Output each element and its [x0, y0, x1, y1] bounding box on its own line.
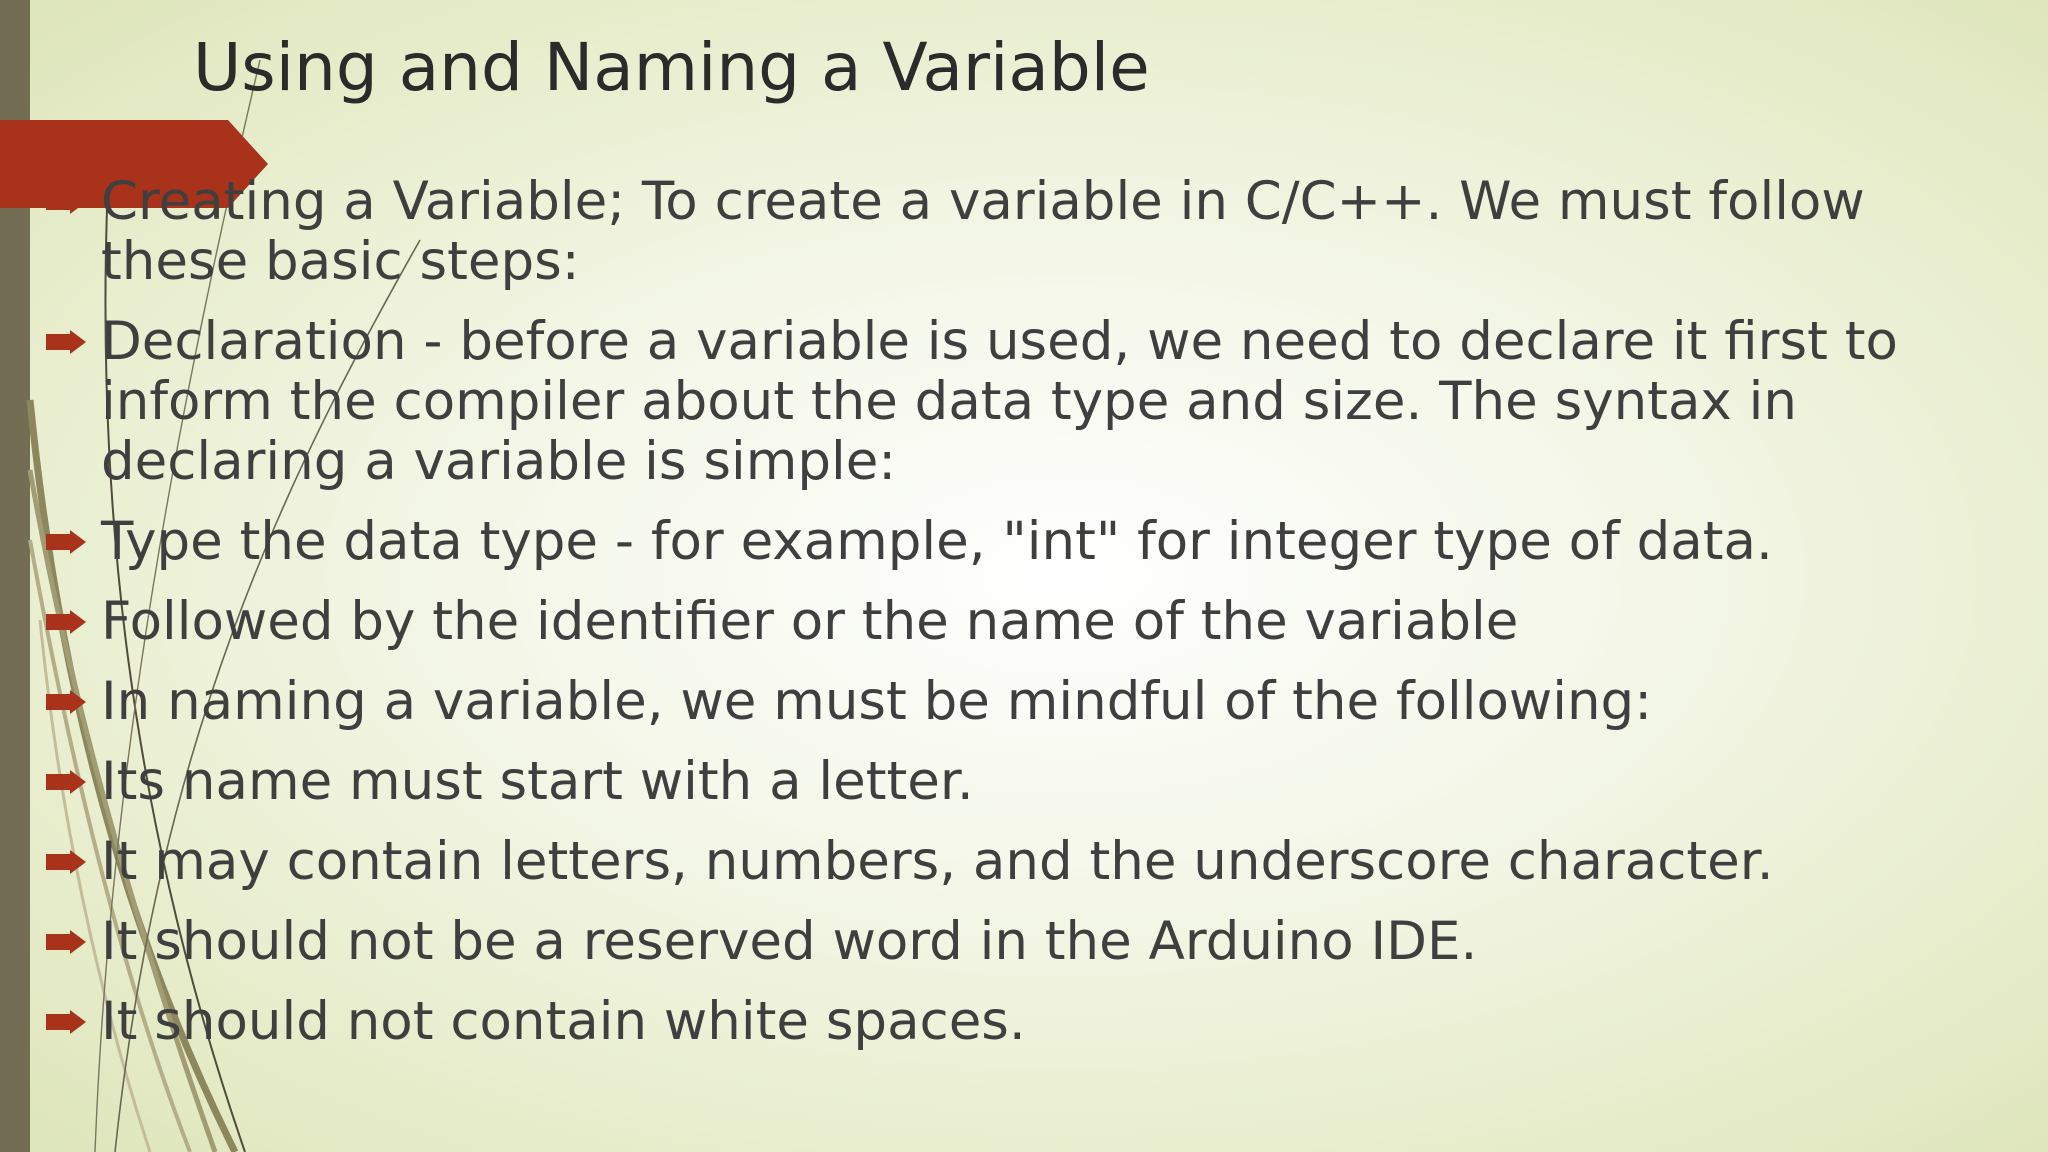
bullet-list: [0, 172, 1960, 1072]
bullet-text: Its name must start with a letter.: [101, 751, 974, 812]
arrow-bullet-icon: [44, 689, 88, 715]
arrow-bullet-icon: [44, 1009, 88, 1035]
bullet-text: It may contain letters, numbers, and the underscore character.: [101, 831, 1774, 892]
list-item: [0, 912, 1960, 972]
arrow-bullet-icon: [44, 529, 88, 555]
list-item: [0, 832, 1960, 892]
arrow-bullet-icon: [44, 929, 88, 955]
arrow-bullet-icon: [44, 329, 88, 355]
list-item: [0, 752, 1960, 812]
arrow-bullet-icon: [44, 769, 88, 795]
bullet-text: Type the data type - for example, "int" for integer type of data.: [101, 511, 1773, 572]
list-item: [0, 512, 1960, 572]
bullet-text: Followed by the identifier or the name of the variable: [101, 591, 1519, 652]
arrow-bullet-icon: [44, 189, 88, 215]
slide-title: Using and Naming a Variable: [193, 29, 1150, 106]
arrow-bullet-icon: [44, 609, 88, 635]
list-item: [0, 172, 1960, 292]
bullet-text: In naming a variable, we must be mindful of the following:: [101, 671, 1653, 732]
arrow-bullet-icon: [44, 849, 88, 875]
bullet-text: Creating a Variable; To create a variable in C/C++. We must follow these basic steps:: [101, 171, 1865, 292]
bullet-text: It should not be a reserved word in the Arduino IDE.: [101, 911, 1478, 972]
list-item: [0, 992, 1960, 1052]
list-item: [0, 672, 1960, 732]
list-item: [0, 592, 1960, 652]
list-item: [0, 312, 1960, 492]
bullet-text: Declaration - before a variable is used, we need to declare it first to inform the compiler about the data type and size. The syntax in declaring a variable is simple:: [101, 311, 1898, 492]
bullet-text: It should not contain white spaces.: [101, 991, 1026, 1052]
